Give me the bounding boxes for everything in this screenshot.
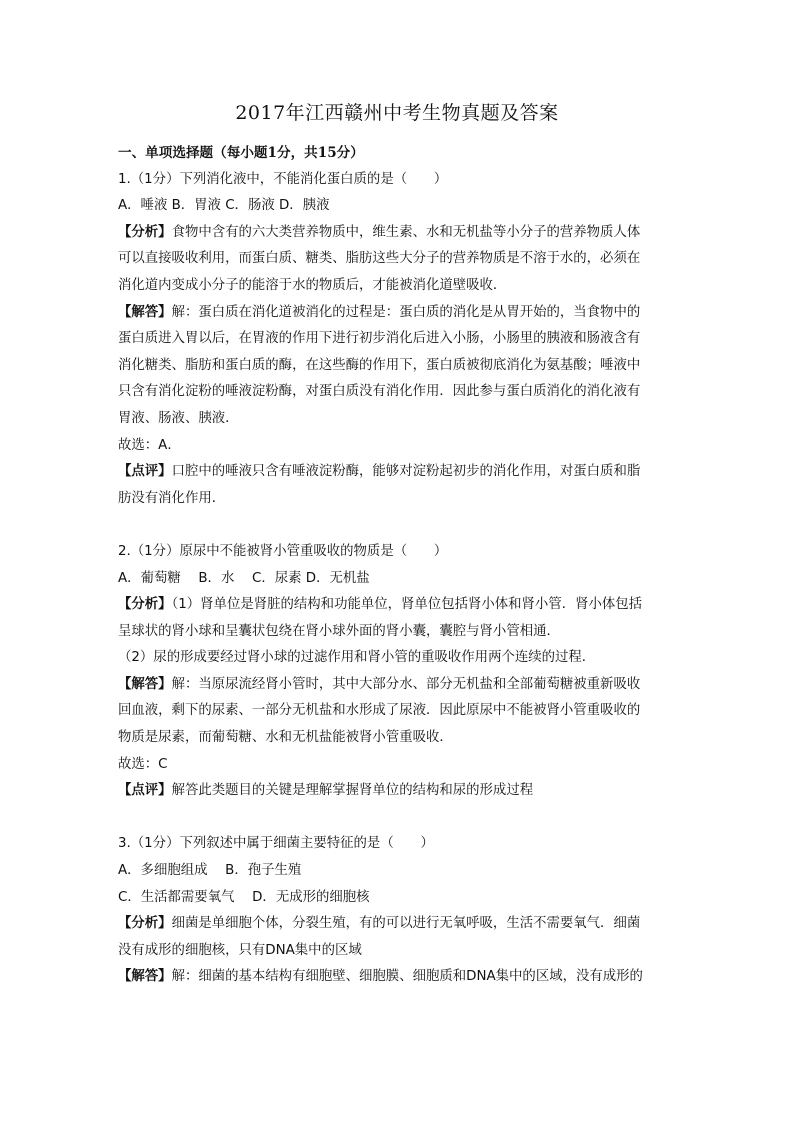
answer-text: 解：蛋白质在消化道被消化的过程是：蛋白质的消化是从胃开始的，当食物中的 (171, 304, 641, 320)
question-stem: 3.（1分）下列叙述中属于细菌主要特征的是（ ） (118, 836, 434, 852)
comment-line: 肪没有消化作用． (118, 490, 226, 506)
comment-tag: 【点评】 (118, 783, 172, 799)
document-body (118, 140, 678, 991)
analysis-line: 可以直接吸收利用，而蛋白质、糖类、脂肪这些大分子的营养物质是不溶于水的，必须在 (118, 251, 641, 267)
analysis-line (118, 220, 678, 247)
comment-line (118, 778, 678, 805)
analysis-line: （2）尿的形成要经过肾小球的过滤作用和肾小管的重吸收作用两个连续的过程． (118, 650, 596, 666)
document-title: 2017年江西赣州中考生物真题及答案 (235, 102, 559, 124)
question-options: C．生活都需要氧气 D．无成形的细胞核 (118, 889, 370, 905)
question-options: A．葡萄糖 B．水 C．尿素 D．无机盐 (118, 570, 370, 586)
analysis-line (118, 911, 678, 938)
answer-line: 蛋白质进入胃以后，在胃液的作用下进行初步消化后进入小肠，小肠里的胰液和肠液含有 (118, 331, 641, 347)
question-3 (118, 831, 678, 991)
analysis-line (118, 592, 678, 619)
question-1 (118, 167, 678, 513)
spacer (118, 805, 678, 832)
answer-line (118, 964, 678, 991)
answer-line: 胃液、肠液、胰液． (118, 410, 239, 426)
analysis-line: 没有成形的细胞核，只有DNA集中的区域 (118, 942, 362, 958)
analysis-tag: 【分析】 (118, 597, 172, 613)
question-options: A．唾液 B．胃液 C．肠液 D．胰液 (118, 198, 330, 214)
question-stem: 1.（1分）下列消化液中，不能消化蛋白质的是（ ） (118, 171, 448, 187)
answer-line: 回血液，剩下的尿素、一部分无机盐和水形成了尿液．因此原尿中不能被肾小管重吸收的 (118, 703, 641, 719)
choice-line: 故选：C (118, 756, 168, 772)
answer-tag: 【解答】 (118, 304, 172, 320)
answer-line: 物质是尿素，而葡萄糖、水和无机盐能被肾小管重吸收． (118, 730, 453, 746)
analysis-line: 消化道内变成小分子的能溶于水的物质后，才能被消化道壁吸收． (118, 277, 507, 293)
answer-line (118, 300, 678, 327)
comment-tag: 【点评】 (118, 464, 172, 480)
comment-text: 口腔中的唾液只含有唾液淀粉酶，能够对淀粉起初步的消化作用，对蛋白质和脂 (171, 464, 641, 480)
answer-text: 解：细菌的基本结构有细胞壁、细胞膜、细胞质和DNA集中的区域，没有成形的 (171, 969, 643, 985)
answer-tag: 【解答】 (118, 676, 172, 692)
analysis-line: 呈球状的肾小球和呈囊状包绕在肾小球外面的肾小囊，囊腔与肾小管相通． (118, 623, 560, 639)
spacer (118, 512, 678, 539)
answer-tag: 【解答】 (118, 969, 172, 985)
question-options: A．多细胞组成 B．孢子生殖 (118, 863, 302, 879)
choice-line: 故选：A． (118, 437, 181, 453)
answer-text: 解：当原尿流经肾小管时，其中大部分水、部分无机盐和全部葡萄糖被重新吸收 (171, 676, 641, 692)
analysis-tag: 【分析】 (118, 916, 172, 932)
analysis-text: （1）肾单位是肾脏的结构和功能单位，肾单位包括肾小体和肾小管．肾小体包括 (171, 597, 643, 613)
answer-line: 只含有消化淀粉的唾液淀粉酶，对蛋白质没有消化作用．因此参与蛋白质消化的消化液有 (118, 384, 641, 400)
question-2 (118, 539, 678, 805)
analysis-tag: 【分析】 (118, 224, 172, 240)
answer-line (118, 672, 678, 699)
question-stem: 2.（1分）原尿中不能被肾小管重吸收的物质是（ ） (118, 543, 448, 559)
section-heading: 一、单项选择题（每小题1分，共15分） (118, 145, 364, 161)
answer-line: 消化糖类、脂肪和蛋白质的酶，在这些酶的作用下，蛋白质被彻底消化为氨基酸；唾液中 (118, 357, 641, 373)
comment-text: 解答此类题目的关键是理解掌握肾单位的结构和尿的形成过程 (171, 783, 534, 799)
analysis-text: 细菌是单细胞个体，分裂生殖，有的可以进行无氧呼吸，生活不需要氧气．细菌 (171, 916, 641, 932)
analysis-text: 食物中含有的六大类营养物质中，维生素、水和无机盐等小分子的营养物质人体 (171, 224, 641, 240)
comment-line (118, 459, 678, 486)
